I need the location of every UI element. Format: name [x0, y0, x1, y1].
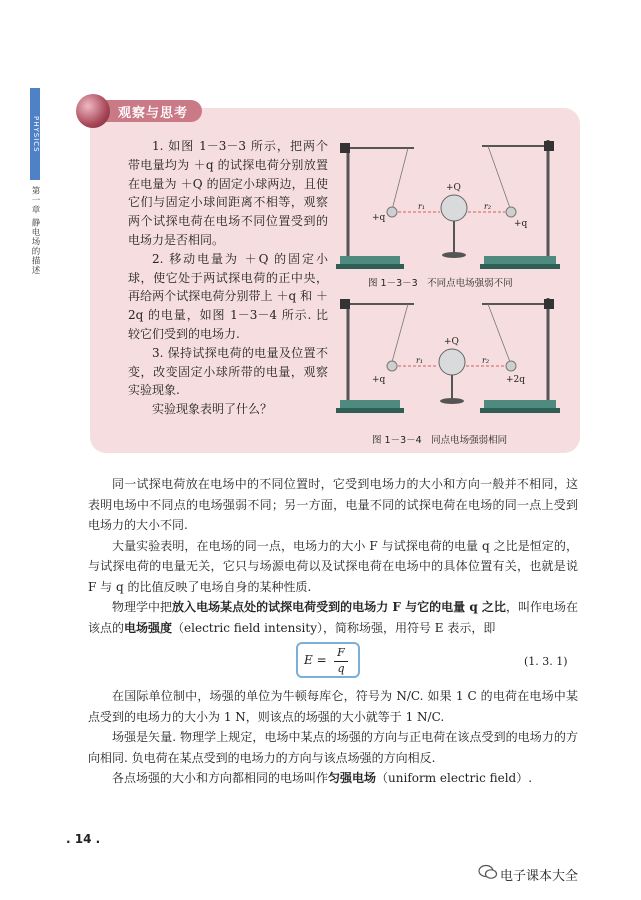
center-base [440, 398, 464, 404]
body-paragraph-1: 同一试探电荷放在电场中的不同位置时，它受到电场力的大小和方向一般并不相同，这表明电场中不同点的电场强弱不同；另一方面，电量不同的试探电荷在电场的同一点上受到电场力的大小不同. [88, 477, 578, 532]
left-test-charge [387, 361, 397, 371]
right-thread [488, 304, 510, 362]
body-paragraph-5: 场强是矢量. 物理学上规定，电场中某点的场强的方向与正电荷在该点受到的电场力的方向相同. 负电荷在某点受到的电场力的方向与该点场强的方向相反. [88, 730, 578, 765]
center-sphere [441, 195, 467, 221]
label-Q: +Q [446, 183, 461, 193]
definition-mid: ，叫作电场在该点的 [88, 600, 578, 635]
figure-1-3-4 [334, 290, 574, 430]
observe-ball-icon [76, 94, 110, 128]
formula-denominator: q [337, 662, 345, 675]
side-physics-label: PHYSICS [32, 116, 40, 153]
label-r1: r₁ [418, 202, 426, 211]
label-r2: r₂ [484, 202, 492, 211]
uniform-post: （uniform electric field）. [376, 771, 533, 785]
definition-pre: 物理学中把 [112, 600, 173, 614]
observe-paragraph-4: 实验现象表明了什么？ [152, 402, 273, 417]
body-paragraphs-bottom [88, 686, 578, 789]
left-stand-clamp [340, 143, 350, 153]
left-thread [392, 304, 408, 362]
formula-numerator: F [337, 646, 345, 659]
term-field-intensity: 电场强度 [124, 620, 173, 635]
formula-lhs: E = [304, 653, 327, 667]
left-thread [392, 148, 408, 210]
label-q-right: +2q [506, 375, 526, 385]
center-sphere [439, 349, 465, 375]
body-paragraph-2: 大量实验表明，在电场的同一点，电场力的大小 F 与试探电荷的电量 q 之比是恒定的，与试探电荷的电量无关，它只与场源电荷以及试探电荷在电场中的具体位置有关，也就是说 F 与 q 的比值反映了电场自身的某种性质. [88, 538, 578, 594]
right-test-charge [506, 361, 516, 371]
observe-header [76, 94, 206, 128]
definition-bold: 放入电场某点处的试探电荷受到的电场力 F 与它的电量 q 之比 [172, 600, 506, 614]
right-test-charge [506, 207, 516, 217]
label-q-left: +q [372, 213, 386, 223]
label-q-left: +q [372, 375, 386, 385]
side-chapter-label: 第一章 静电场的描述 [30, 186, 40, 276]
figure-1-3-3-caption: 图 1－3－3 不同点电场强弱不同 [368, 278, 513, 289]
label-r1: r₁ [416, 356, 424, 365]
observe-paragraph-1: 1. 如图 1－3－3 所示，把两个带电量均为 ＋q 的试探电荷分别放置在电量为 ＋Q 的固定小球两边，且使它们与固定小球间距离不相等，观察两个试探电荷在电场不同位置受到的电场力是否相同。 [128, 139, 328, 247]
figure-1-3-3 [334, 128, 574, 283]
body-paragraphs-top [88, 474, 578, 638]
equation-number: (1. 3. 1) [524, 655, 568, 668]
page-number: . 14 . [66, 832, 101, 846]
left-stand-base-edge [336, 408, 404, 413]
observe-paragraph-3: 3. 保持试探电荷的电量及位置不变，改变固定小球所带的电量，观察实验现象. [128, 345, 328, 398]
brand-label: 电子课本大全 [500, 869, 579, 884]
observe-paragraph-2: 2. 移动电量为 ＋Q 的固定小球，使它处于两试探电荷的正中央，再给两个试探电荷分别带上 ＋q 和 ＋2q 的电量，如图 1－3－4 所示. 比较它们受到的电场力. [128, 251, 328, 341]
left-test-charge [387, 207, 397, 217]
figure-1-3-4-caption: 图 1－3－4 同点电场强弱相同 [372, 435, 508, 446]
formula-box [296, 642, 360, 678]
center-base [442, 252, 466, 258]
right-stand-clamp [544, 299, 554, 309]
right-stand-base-edge [480, 408, 560, 413]
label-r2: r₂ [482, 356, 490, 365]
label-Q: +Q [444, 337, 459, 347]
wechat-icon [478, 864, 498, 880]
label-q-right: +q [514, 219, 528, 229]
term-uniform-field: 匀强电场 [328, 771, 377, 785]
left-stand-clamp [340, 299, 350, 309]
definition-post: （electric field intensity），简称场强，用符号 E 表示，即 [172, 620, 496, 635]
observe-title: 观察与思考 [118, 106, 189, 121]
right-thread [488, 146, 510, 208]
left-stand-base-edge [336, 264, 404, 269]
right-stand-clamp [544, 141, 554, 151]
observe-text [128, 137, 328, 419]
uniform-pre: 各点场强的大小和方向都相同的电场叫作 [112, 771, 329, 785]
body-paragraph-6 [88, 768, 578, 789]
body-paragraph-4: 在国际单位制中，场强的单位为牛顿每库仑，符号为 N/C. 如果 1 C 的电荷在电场中某点受到的电场力的大小为 1 N，则该点的场强的大小就等于 1 N/C. [88, 689, 578, 724]
body-paragraph-3 [88, 597, 578, 638]
right-stand-base-edge [480, 264, 560, 269]
